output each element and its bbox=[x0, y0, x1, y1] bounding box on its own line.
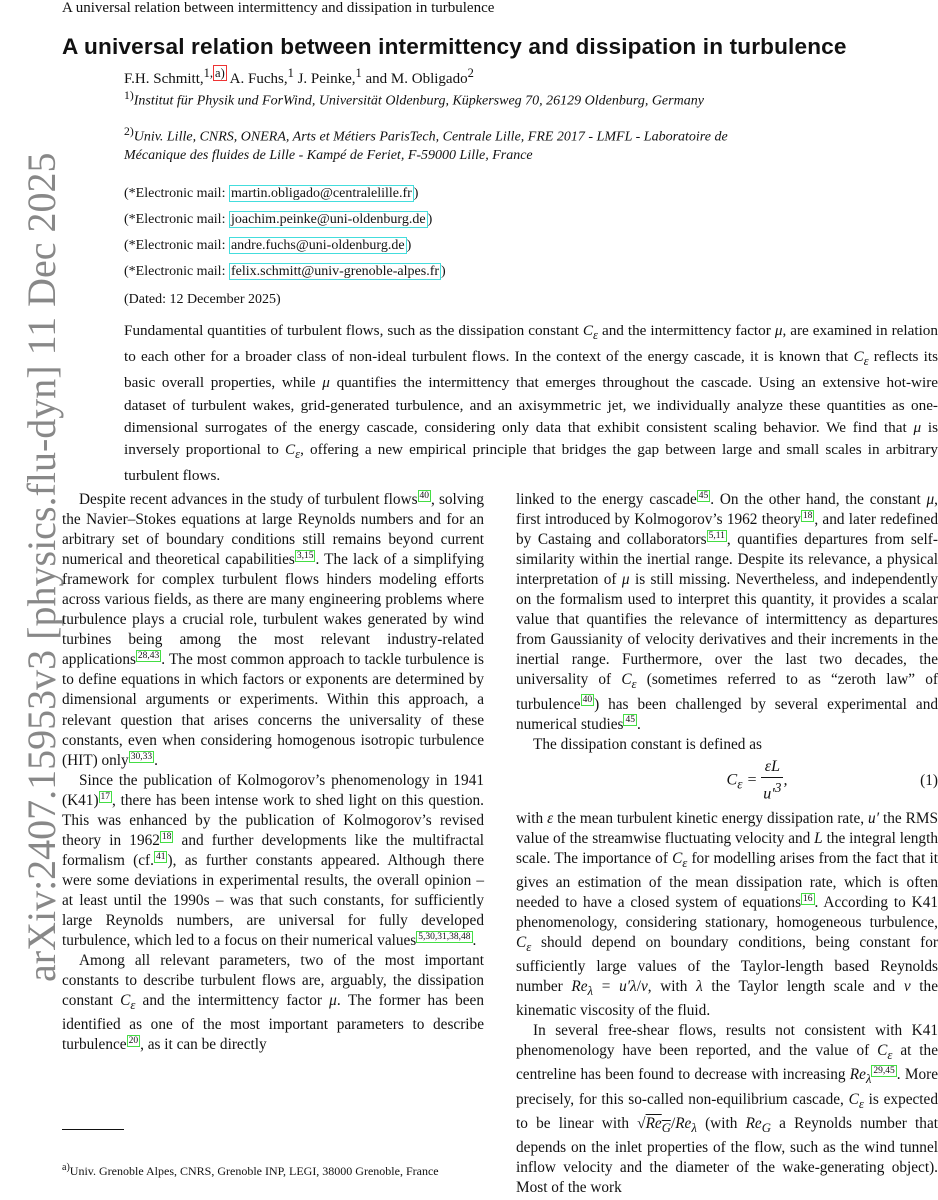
author-fuchs-affil: 1 bbox=[287, 66, 294, 80]
author-schmitt-affil: 1, bbox=[203, 66, 214, 80]
paragraph: Despite recent advances in the study of turbulent flows $^{40}$ , solving the Navier–Stokes equations at large Reynolds numbers and for an arbitrary set of boundary conditions still remains beyond current numerical and theoretical capabilities $^{3,15}$ . The lack of a simplifying framework for complex turbulent flows hinders modeling efforts across various fields, as there are many engineering problems where turbulence plays a crucial role, turbulent wakes generated by wind turbines being among the most relevant industry-related applications $^{28,43}$ . The most common approach to tackle turbulence is to define equations in which factors or exponents are determined by dimensional arguments or experiments. Within this approach, a relevant question that arises concerns the universality of these constants, even when considering homogenous isotropic turbulence (HIT) only $^{30,33}$ . bbox=[62, 490, 485, 769]
footnote-marker: a) bbox=[62, 1162, 70, 1173]
citation-link[interactable]: 28,43 bbox=[137, 651, 160, 662]
date-line: (Dated: 12 December 2025) bbox=[124, 292, 281, 307]
footnote-link[interactable]: a) bbox=[215, 66, 225, 80]
email-suffix: ) bbox=[406, 238, 412, 253]
abstract: Fundamental quantities of turbulent flows, such as the dissipation constant $C_\varepsilon$ and the intermittency factor μ, are examined in relation to each other for a broader class of non-ideal turbulent flows. In the context of the energy cascade, it is known that $C_\varepsilon$ reflects its basic overall properties, while μ quantifies the intermittency that emerges throughout the cascade. Using an extensive hot-wire dataset of turbulent wakes, grid-generated turbulence, and an axisymmetric jet, we individually analyze these quantities as one-dimensional surrogates of the energy cascade, considering only data that exhibit consistent scaling behavior. We find that μ is inversely proportional to $C_\varepsilon$, offering a new empirical principle that bridges the gap between large and small scales in arbitrary turbulent flows. bbox=[124, 322, 938, 485]
author-fuchs: A. Fuchs, bbox=[226, 71, 288, 87]
citation-link[interactable]: 3,15 bbox=[296, 551, 314, 562]
author-schmitt: F.H. Schmitt, bbox=[124, 71, 204, 87]
paragraph: linked to the energy cascade $^{45}$ . On the other hand, the constant μ, first introduced by Kolmogorov’s 1962 theory $^{18}$ , and later redefined by Castaing and collaborators $^{5,11}$ , quantifies departures from self-similarity within the inertial range. Despite its relevance, a physical interpretation of μ is still missing. Nevertheless, and independently on the formalism used to interpret this quantity, it provides a scalar value that quantifies the relevance of intermittency as departures from Gaussianity of velocity derivatives and their increments in the inertial range. Furthermore, over the last two decades, the universality of $C_\varepsilon$ (sometimes referred to as “zeroth law” of turbulence $^{40}$ ) has been challenged by several experimental and numerical studies $^{45}$ . bbox=[516, 490, 938, 733]
affiliation-2-text: Univ. Lille, CNRS, ONERA, Arts et Métiers ParisTech, Centrale Lille, FRE 2017 - LMFL - Laboratoire de Mécanique des fluides de Lille - Kampé de Feriet, F-59000 Lille, France bbox=[124, 129, 728, 163]
equation-number: (1) bbox=[920, 771, 938, 789]
email-suffix: ) bbox=[427, 212, 433, 227]
citation-link[interactable]: 45 bbox=[698, 490, 709, 501]
email-link[interactable]: andre.fuchs@uni-oldenburg.de bbox=[230, 238, 405, 253]
email-line bbox=[124, 264, 446, 280]
citation-link[interactable]: 16 bbox=[803, 893, 813, 904]
running-head: A universal relation between intermittency and dissipation in turbulence bbox=[62, 0, 495, 16]
email-prefix: (*Electronic mail: bbox=[124, 264, 229, 279]
affiliation-1-marker: 1) bbox=[124, 89, 134, 102]
left-column bbox=[62, 490, 484, 1055]
author-list bbox=[124, 66, 474, 88]
footnote-rule bbox=[62, 1129, 124, 1130]
affiliation-2-marker: 2) bbox=[124, 125, 134, 138]
email-prefix: (*Electronic mail: bbox=[124, 186, 229, 201]
right-column bbox=[516, 490, 938, 1198]
arxiv-identifier: arXiv:2407.15953v3 [physics.flu-dyn] 11 Dec 2025 bbox=[19, 152, 64, 982]
paragraph: In several free-shear flows, results not consistent with K41 phenomenology have been reported, and the value of $C_\varepsilon$ at the centreline has been found to decrease with increasing $Re_\lambda^{29,45}$ . More precisely, for this so-called non-equilibrium cascade, $C_\varepsilon$ is expected to be linear with $√Re_G/Re_\lambda$ (with $Re_G$ a Reynolds number that depends on the inlet properties of the flow, such as the wind tunnel inflow velocity and the diameter of the wake-generating object). Most of the work bbox=[516, 1022, 938, 1196]
footnote-text: Univ. Grenoble Alpes, CNRS, Grenoble INP, LEGI, 38000 Grenoble, France bbox=[69, 1164, 439, 1178]
citation-link[interactable]: 20 bbox=[128, 1036, 139, 1047]
paragraph: The dissipation constant is defined as bbox=[533, 735, 762, 753]
citation-link[interactable]: 18 bbox=[802, 510, 813, 521]
citation-link[interactable]: 5,11 bbox=[708, 531, 725, 541]
author-peinke: J. Peinke, bbox=[293, 71, 356, 87]
citation-link[interactable]: 29,45 bbox=[873, 1066, 895, 1077]
author-obligado: and M. Obligado bbox=[361, 71, 468, 87]
citation-link[interactable]: 30,33 bbox=[130, 751, 153, 762]
paragraph: Among all relevant parameters, two of the most important constants to describe turbulent flows are, arguably, the dissipation constant $C_\varepsilon$ and the intermittency factor μ. The former has been identified as one of the most important parameters to describe turbulence $^{20}$ , as it can be directly bbox=[62, 952, 484, 1054]
paragraph: Since the publication of Kolmogorov’s phenomenology in 1941 (K41) $^{17}$ , there has been intense work to shed light on this question. This was enhanced by the publication of Kolmogorov’s revised theory in 1962 $^{18}$ and further developments like the multifractal formalism (cf. $^{41}$ ), as further constants appeared. Although there were some deviations in experimental results, the overall opinion – at least until the 1990s – was that such constants, for sufficiently large Reynolds numbers, are universal for fully developed turbulence, which led to a focus on their numerical values $^{5,30,31,38,48}$ . bbox=[62, 771, 484, 950]
email-prefix: (*Electronic mail: bbox=[124, 238, 229, 253]
paper-title: A universal relation between intermittency and dissipation in turbulence bbox=[62, 34, 847, 59]
email-line bbox=[124, 212, 432, 228]
citation-link[interactable]: 41 bbox=[155, 851, 166, 862]
affiliation-1-text: Institut für Physik und ForWind, Universität Oldenburg, Küpkersweg 70, 26129 Oldenburg, Germany bbox=[133, 93, 704, 109]
citation-link[interactable]: 18 bbox=[161, 831, 172, 842]
citation-link[interactable]: 45 bbox=[625, 715, 635, 726]
author-peinke-affil: 1 bbox=[355, 66, 362, 80]
email-prefix: (*Electronic mail: bbox=[124, 212, 229, 227]
affiliation-1 bbox=[124, 87, 764, 111]
email-line bbox=[124, 238, 411, 254]
citation-link[interactable]: 17 bbox=[100, 791, 111, 802]
footnote bbox=[62, 1160, 484, 1179]
email-line bbox=[124, 186, 418, 202]
affiliation-2 bbox=[124, 123, 764, 165]
email-link[interactable]: joachim.peinke@uni-oldenburg.de bbox=[230, 212, 426, 227]
email-suffix: ) bbox=[441, 264, 446, 279]
paragraph: with ε the mean turbulent kinetic energy dissipation rate, u′ the RMS value of the streamwise fluctuating velocity and L the integral length scale. The importance of $C_\varepsilon$ for modelling arises from the fact that it gives an estimation of the mean dissipation rate, which is often needed to have a closed system of equations $^{16}$ . According to K41 phenomenology, considering stationary, homogeneous turbulence, $C_\varepsilon$ should depend on boundary conditions, being constant for sufficiently large values of the Taylor-length based Reynolds number $Re_\lambda = u'\lambda/\nu$, with λ the Taylor length scale and ν the kinematic viscosity of the fluid. bbox=[516, 809, 938, 1020]
equation-body: $C_\varepsilon$ = $\frac{\varepsilon L}{u'^3}$ , bbox=[726, 757, 788, 803]
citation-link[interactable]: 40 bbox=[582, 695, 593, 706]
citation-link[interactable]: 5,30,31,38,48 bbox=[418, 931, 471, 942]
author-obligado-affil: 2 bbox=[467, 66, 474, 80]
email-link[interactable]: martin.obligado@centralelille.fr bbox=[230, 186, 412, 201]
citation-link[interactable]: 40 bbox=[419, 490, 430, 501]
email-suffix: ) bbox=[413, 186, 419, 201]
equation-1 bbox=[516, 757, 938, 805]
email-link[interactable]: felix.schmitt@univ-grenoble-alpes.fr bbox=[230, 264, 440, 279]
